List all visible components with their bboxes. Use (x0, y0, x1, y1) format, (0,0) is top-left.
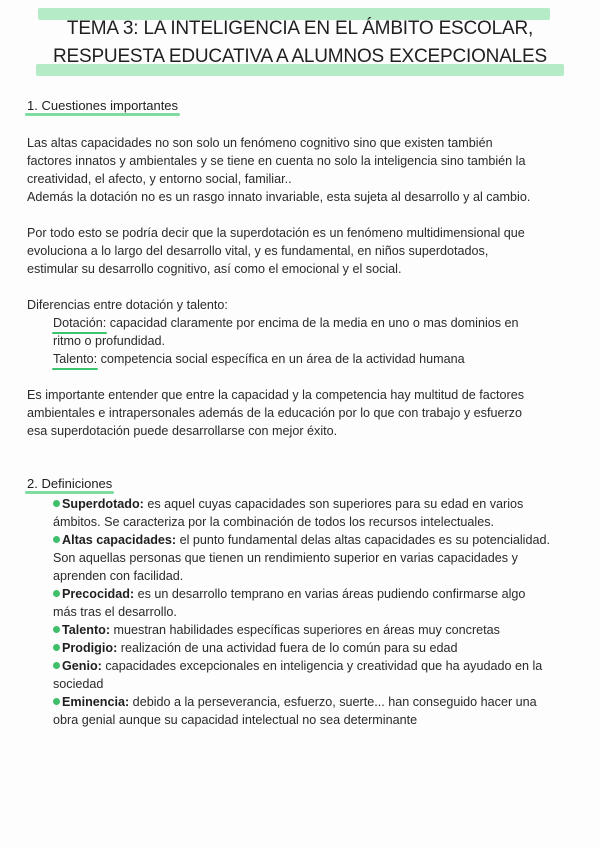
bullet-icon (53, 662, 60, 669)
definition-text: capacidades excepcionales en inteligencia y creatividad que ha ayudado en la (101, 659, 543, 673)
dotacion-definition-cont (53, 332, 165, 350)
section-2-number: 2. (27, 476, 38, 491)
definition-text: debido a la perseverancia, esfuerzo, suerte... han conseguido hacer una (129, 695, 537, 709)
title-line-1: TEMA 3: LA INTELIGENCIA EN EL ÁMBITO ESCOLAR, (66, 18, 534, 39)
definition-text: realización de una actividad fuera de lo común para su edad (117, 641, 458, 655)
definition-term: Altas capacidades: (62, 533, 177, 547)
paragraph-line: esa superdotación puede desarrollarse con mejor éxito. (27, 424, 338, 438)
definition-term: Prodigio: (62, 641, 118, 655)
definition-text: muestran habilidades específicas superiores en áreas muy concretas (110, 623, 500, 637)
talento-term (53, 350, 97, 368)
section-1-underline (25, 113, 180, 116)
definition-line (53, 639, 583, 657)
definition-term: Genio: (62, 659, 102, 673)
definition-line (53, 657, 583, 675)
definition-line (53, 495, 583, 513)
definitions-list (53, 495, 583, 729)
definition-term: Precocidad: (62, 587, 135, 601)
talento-term-text: Talento: (53, 352, 98, 366)
dotacion-term (53, 314, 106, 332)
definition-line: aprenden con facilidad. (53, 569, 184, 583)
paragraph-line: creatividad, el afecto, y entorno social, familiar.. (27, 172, 292, 186)
paragraph-3 (27, 386, 572, 440)
paragraph-line: evoluciona a lo largo del desarrollo vital, y es fundamental, en niños superdotados, (27, 244, 489, 258)
definition-term: Eminencia: (62, 695, 130, 709)
definition-term: Superdotado: (62, 497, 144, 511)
dotacion-text-2: ritmo o profundidad. (53, 334, 166, 348)
definition-line (53, 585, 583, 603)
bullet-icon (53, 626, 60, 633)
definition-line: Son aquellas personas que tienen un rendimiento superior en varias capacidades y (53, 551, 518, 565)
bullet-icon (53, 644, 60, 651)
paragraph-2 (27, 224, 572, 278)
paragraph-line: Por todo esto se podría decir que la superdotación es un fenómeno multidimensional que (27, 226, 525, 240)
section-1-title: Cuestiones importantes (41, 98, 179, 113)
definition-item (53, 495, 583, 531)
paragraph-line: estimular su desarrollo cognitivo, así como el emocional y el social. (27, 262, 402, 276)
paragraph-line: Es importante entender que entre la capacidad y la competencia hay multitud de factores (27, 388, 525, 402)
paragraph-line: Además la dotación no es un rasgo innato invariable, esta sujeta al desarrollo y al cambio. (27, 190, 531, 204)
dotacion-term-text: Dotación: (53, 316, 107, 330)
title-line-2: RESPUESTA EDUCATIVA A ALUMNOS EXCEPCIONALES (52, 46, 547, 67)
paragraph-line: Las altas capacidades no son solo un fenómeno cognitivo sino que existen también (27, 136, 493, 150)
bullet-icon (53, 500, 60, 507)
differences-intro (27, 296, 572, 314)
dotacion-text: capacidad claramente por encima de la media en uno o mas dominios en (106, 316, 519, 330)
definition-text: es un desarrollo temprano en varias áreas pudiendo confirmarse algo (134, 587, 526, 601)
section-2-title: Definiciones (41, 476, 113, 491)
definition-item (53, 621, 583, 639)
section-2-heading (27, 476, 112, 491)
paragraph-line: ambientales e intrapersonales además de la educación por lo que con trabajo y esfuerzo (27, 406, 522, 420)
paragraph-1 (27, 134, 572, 206)
bullet-icon (53, 536, 60, 543)
definition-item (53, 639, 583, 657)
definition-line: sociedad (53, 677, 104, 691)
definition-item (53, 531, 583, 585)
definition-text: es aquel cuyas capacidades son superiores para su edad en varios (143, 497, 524, 511)
definition-line (53, 531, 583, 549)
definition-item (53, 657, 583, 693)
section-2-underline (25, 491, 114, 494)
document-title (30, 6, 570, 78)
definition-item (53, 693, 583, 729)
definition-item (53, 585, 583, 621)
definition-line (53, 621, 583, 639)
definition-line (53, 693, 583, 711)
section-1-heading (27, 98, 178, 113)
definition-text: el punto fundamental delas altas capacidades es su potencialidad. (176, 533, 550, 547)
definition-line: más tras el desarrollo. (53, 605, 177, 619)
definition-term: Talento: (62, 623, 111, 637)
definition-line: obra genial aunque su capacidad intelectual no sea determinante (53, 713, 418, 727)
bullet-icon (53, 590, 60, 597)
section-1-number: 1. (27, 98, 38, 113)
dotacion-definition (53, 314, 519, 332)
definition-line: ámbitos. Se caracteriza por la combinación de todos los recursos intelectuales. (53, 515, 495, 529)
bullet-icon (53, 698, 60, 705)
talento-text: competencia social específica en un área de la actividad humana (97, 352, 465, 366)
talento-definition (53, 350, 465, 368)
paragraph-line: factores innatos y ambientales y se tiene en cuenta no solo la inteligencia sino también la (27, 154, 526, 168)
paragraph-line: Diferencias entre dotación y talento: (27, 298, 228, 312)
talento-underline (52, 368, 98, 370)
